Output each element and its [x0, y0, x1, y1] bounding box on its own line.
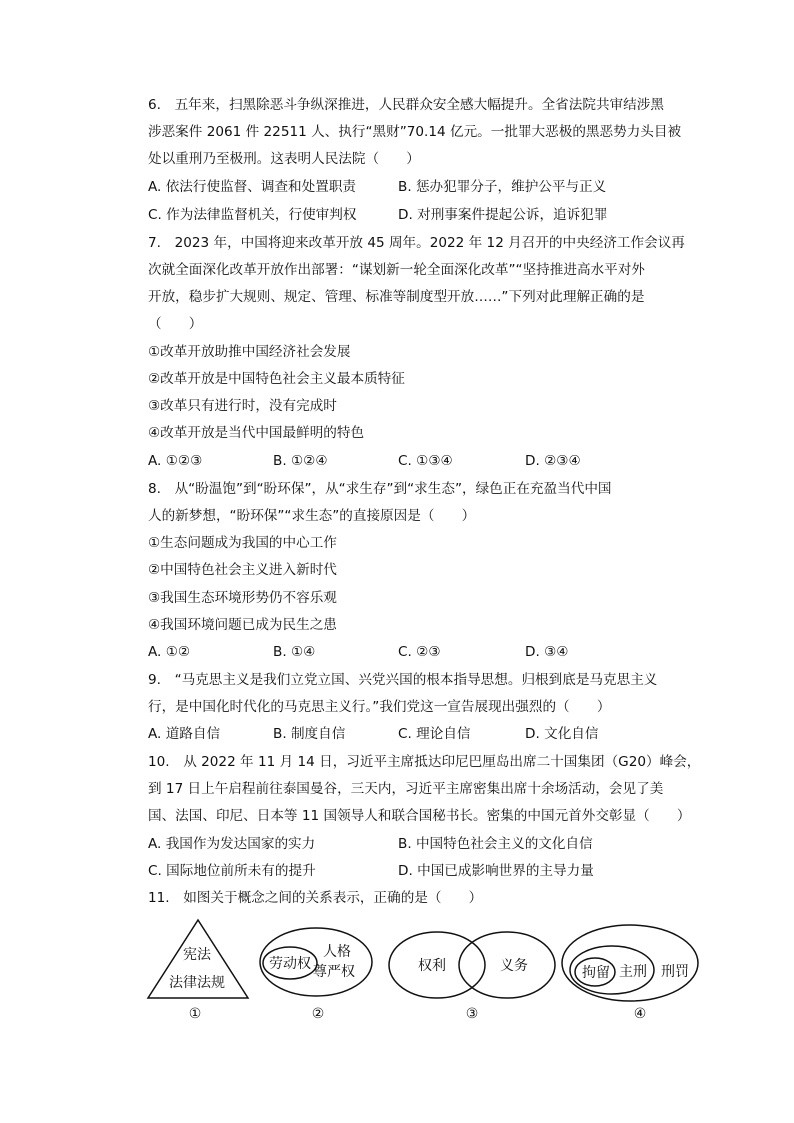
- q7-option-c[interactable]: C. ①③④: [398, 453, 453, 469]
- q7-statement-1: ①改革开放助推中国经济社会发展: [148, 344, 351, 360]
- diagram-1-number: ①: [188, 1006, 202, 1022]
- q8-statement-4: ④我国环境问题已成为民生之患: [148, 617, 337, 633]
- q10-stem-line-1: 10. 从 2022 年 11 月 14 日，习近平主席抵达印尼巴厘岛出席二十国集团（G20）峰会，: [148, 754, 701, 770]
- q8-statement-2: ②中国特色社会主义进入新时代: [148, 562, 337, 578]
- q9-option-d[interactable]: D. 文化自信: [525, 726, 599, 742]
- q6-option-d[interactable]: D. 对刑事案件提起公诉，追诉犯罪: [398, 207, 608, 223]
- q11-stem-line-1: 11. 如图关于概念之间的关系表示，正确的是（ ）: [148, 890, 483, 906]
- q9-stem-line-2: 行，是中国化时代化的马克思主义行。”我们党这一宣告展现出强烈的（ ）: [148, 699, 611, 715]
- diagram-2-number: ②: [311, 1006, 325, 1022]
- q8-option-a[interactable]: A. ①②: [148, 644, 191, 660]
- q10-option-a[interactable]: A. 我国作为发达国家的实力: [148, 836, 316, 852]
- diagram-1-top-label: 宪法: [183, 947, 211, 963]
- q8-statement-1: ①生态问题成为我国的中心工作: [148, 535, 337, 551]
- q8-option-d[interactable]: D. ③④: [525, 644, 569, 660]
- q9-option-b[interactable]: B. 制度自信: [273, 726, 346, 742]
- diagram-4-outer-label: 刑罚: [661, 964, 689, 980]
- q6-stem-line-3: 处以重刑乃至极刑。这表明人民法院（ ）: [148, 151, 420, 167]
- q7-option-a[interactable]: A. ①②③: [148, 453, 203, 469]
- q8-option-b[interactable]: B. ①④: [273, 644, 316, 660]
- diagram-4-middle-label: 主刑: [619, 964, 647, 980]
- diagram-3-right-label: 义务: [500, 958, 528, 974]
- q10-option-c[interactable]: C. 国际地位前所未有的提升: [148, 863, 316, 879]
- q6-option-c[interactable]: C. 作为法律监督机关，行使审判权: [148, 207, 357, 223]
- diagram-2-inner-label: 劳动权: [269, 956, 311, 972]
- q7-option-b[interactable]: B. ①②④: [273, 453, 328, 469]
- q6-stem-line-1: 6. 五年来，扫黑除恶斗争纵深推进，人民群众安全感大幅提升。全省法院共审结涉黑: [148, 97, 664, 113]
- q7-stem-line-2: 次就全面深化改革开放作出部署：“谋划新一轮全面深化改革”“坚持推进高水平对外: [148, 262, 645, 278]
- diagram-3-number: ③: [465, 1006, 479, 1022]
- q11-concept-diagrams: [0, 910, 794, 1060]
- q6-stem-line-2: 涉恶案件 2061 件 22511 人、执行“黑财”70.14 亿元。一批罪大恶极的黑恶势力头目被: [148, 124, 682, 140]
- q9-option-c[interactable]: C. 理论自信: [398, 726, 471, 742]
- diagram-4-number: ④: [633, 1006, 647, 1022]
- q7-statement-4: ④改革开放是当代中国最鲜明的特色: [148, 425, 365, 441]
- q10-option-b[interactable]: B. 中国特色社会主义的文化自信: [398, 836, 593, 852]
- q7-stem-line-4: （ ）: [148, 316, 203, 332]
- diagram-2-outer-label-1: 人格: [323, 944, 351, 960]
- q8-stem-line-2: 人的新梦想，“盼环保”“求生态”的直接原因是（ ）: [148, 508, 476, 524]
- diagram-2-outer-label-2: 尊严权: [313, 964, 355, 980]
- q9-option-a[interactable]: A. 道路自信: [148, 726, 221, 742]
- q6-option-b[interactable]: B. 惩办犯罪分子，维护公平与正义: [398, 179, 607, 195]
- q6-option-a[interactable]: A. 依法行使监督、调查和处置职责: [148, 179, 357, 195]
- diagram-4-outer-ellipse: [562, 925, 698, 1001]
- q7-statement-3: ③改革只有进行时，没有完成时: [148, 398, 337, 414]
- diagram-4-inner-label: 拘留: [582, 965, 610, 981]
- q7-statement-2: ②改革开放是中国特色社会主义最本质特征: [148, 371, 405, 387]
- q7-stem-line-1: 7. 2023 年，中国将迎来改革开放 45 周年。2022 年 12 月召开的中央经济工作会议再: [148, 235, 685, 251]
- q10-stem-line-2: 到 17 日上午启程前往泰国曼谷，三天内，习近平主席密集出席十余场活动，会见了美: [148, 781, 664, 797]
- q8-option-c[interactable]: C. ②③: [398, 644, 441, 660]
- q7-option-d[interactable]: D. ②③④: [525, 453, 581, 469]
- q8-statement-3: ③我国生态环境形势仍不容乐观: [148, 590, 337, 606]
- diagram-3-left-label: 权利: [418, 958, 446, 974]
- diagram-1-bottom-label: 法律法规: [169, 975, 225, 991]
- q10-stem-line-3: 国、法国、印尼、日本等 11 国领导人和联合国秘书长。密集的中国元首外交彰显（ ）: [148, 808, 691, 824]
- q8-stem-line-1: 8. 从“盼温饱”到“盼环保”，从“求生存”到“求生态”，绿色正在充盈当代中国: [148, 481, 612, 497]
- q10-option-d[interactable]: D. 中国已成影响世界的主导力量: [398, 863, 594, 879]
- q9-stem-line-1: 9. “马克思主义是我们立党立国、兴党兴国的根本指导思想。归根到底是马克思主义: [148, 672, 658, 688]
- q7-stem-line-3: 开放，稳步扩大规则、规定、管理、标准等制度型开放……”下列对此理解正确的是: [148, 289, 645, 305]
